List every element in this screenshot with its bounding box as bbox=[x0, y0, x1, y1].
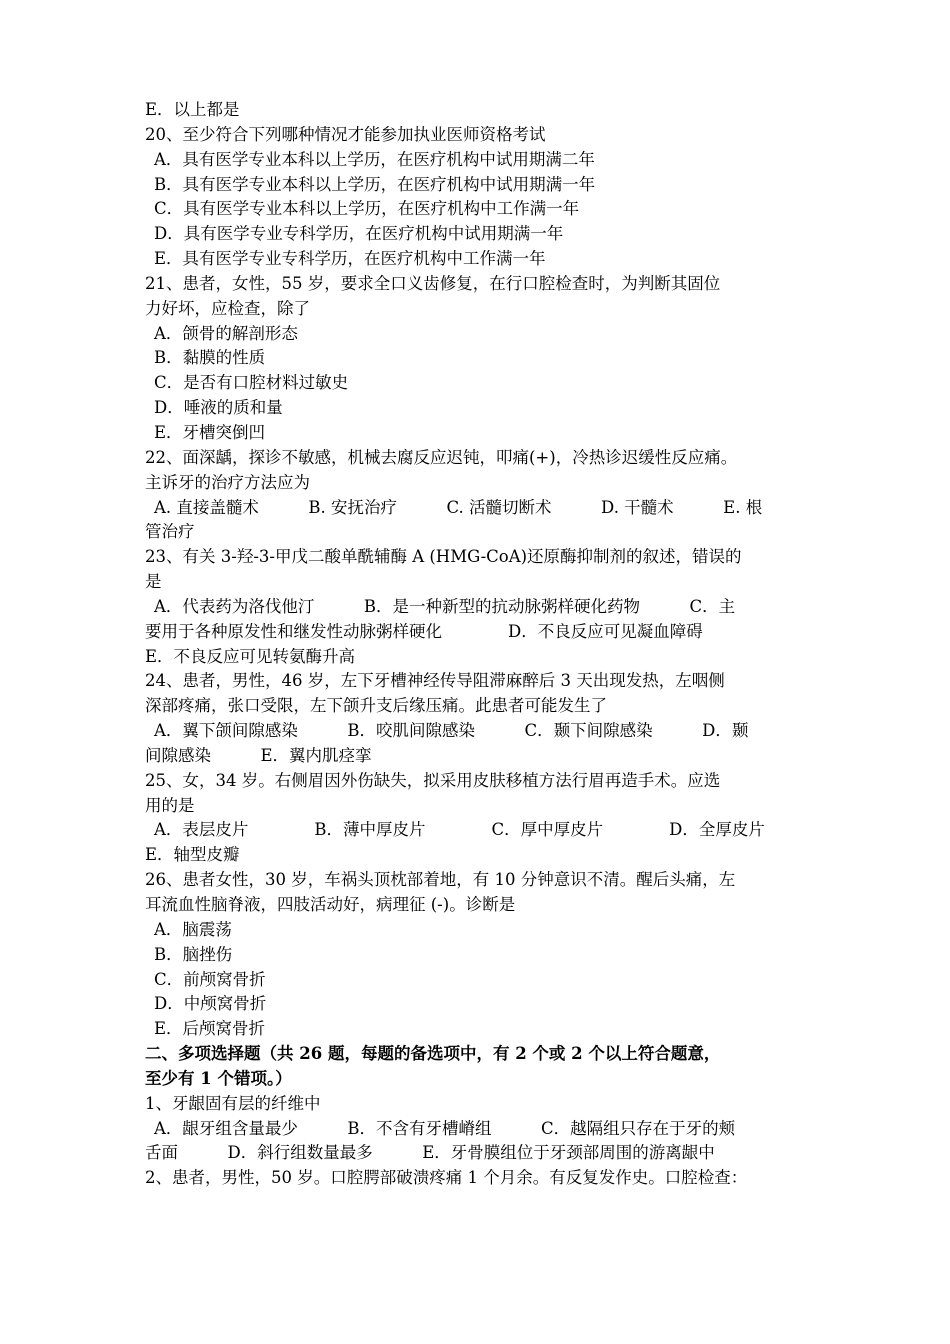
text-line: 舌面 D．斜行组数量最多 E．牙骨膜组位于牙颈部周围的游离龈中 bbox=[145, 1143, 715, 1163]
text-line: 耳流血性脑脊液，四肢活动好，病理征 (-)。诊断是 bbox=[145, 895, 516, 914]
text-line: A．表层皮片 B．薄中厚皮片 C．厚中厚皮片 D．全厚皮片 bbox=[154, 820, 765, 840]
text-line: E．牙槽突倒凹 bbox=[154, 422, 266, 442]
text-line: A．具有医学专业本科以上学历，在医疗机构中试用期满二年 bbox=[154, 149, 595, 169]
text-line: 21、患者，女性，55 岁，要求全口义齿修复，在行口腔检查时，为判断其固位 bbox=[145, 273, 721, 293]
text-line: 23、有关 3-羟-3-甲戊二酸单酰辅酶 A (HMG-CoA)还原酶抑制剂的叙述，错误的 bbox=[145, 547, 742, 567]
text-line: 深部疼痛，张口受限，左下颌升支后缘压痛。此患者可能发生了 bbox=[145, 696, 607, 716]
text-line: D．唾液的质和量 bbox=[154, 398, 283, 418]
text-line: C．具有医学专业本科以上学历，在医疗机构中工作满一年 bbox=[154, 199, 580, 219]
text-line: 24、患者，男性，46 岁，左下牙槽神经传导阻滞麻醉后 3 天出现发热，左咽侧 bbox=[145, 671, 725, 691]
text-line: E．具有医学专业专科学历，在医疗机构中工作满一年 bbox=[154, 249, 546, 269]
text-line: D．中颅窝骨折 bbox=[154, 994, 267, 1014]
text-line: E．后颅窝骨折 bbox=[154, 1019, 266, 1039]
text-line: 是 bbox=[145, 572, 162, 592]
section-heading-line: 二、多项选择题（共 26 题，每题的备选项中，有 2 个或 2 个以上符合题意， bbox=[145, 1044, 721, 1064]
text-line: A．脑震荡 bbox=[154, 919, 232, 939]
text-line: C．前颅窝骨折 bbox=[154, 969, 266, 989]
text-line: 20、至少符合下列哪种情况才能参加执业医师资格考试 bbox=[145, 124, 546, 144]
text-line: A. 直接盖髓术 B. 安抚治疗 C. 活髓切断术 D. 干髓术 E. 根 bbox=[154, 497, 763, 517]
text-line: 26、患者女性，30 岁，车祸头顶枕部着地，有 10 分钟意识不清。醒后头痛，左 bbox=[145, 870, 736, 890]
text-line: E．轴型皮瓣 bbox=[145, 845, 240, 865]
document-page bbox=[145, 98, 813, 1191]
text-line: E．不良反应可见转氨酶升高 bbox=[145, 646, 356, 666]
text-line: 25、女，34 岁。右侧眉因外伤缺失，拟采用皮肤移植方法行眉再造手术。应选 bbox=[145, 770, 721, 790]
text-line: C．是否有口腔材料过敏史 bbox=[154, 373, 349, 393]
text-line: 间隙感染 E．翼内肌痉挛 bbox=[145, 745, 372, 765]
section-heading-line: 至少有 1 个错项。） bbox=[145, 1068, 292, 1088]
text-line: B．黏膜的性质 bbox=[154, 348, 266, 368]
text-line: 22、面深龋，探诊不敏感，机械去腐反应迟钝，叩痛(+)，冷热诊迟缓性反应痛。 bbox=[145, 447, 738, 467]
text-line: 用的是 bbox=[145, 795, 195, 815]
text-line: B．具有医学专业本科以上学历，在医疗机构中试用期满一年 bbox=[154, 174, 596, 194]
text-line: 主诉牙的治疗方法应为 bbox=[145, 472, 310, 492]
text-line: E．以上都是 bbox=[145, 100, 240, 119]
text-line: A．龈牙组含量最少 B．不含有牙槽嵴组 C．越隔组只存在于牙的颊 bbox=[154, 1118, 736, 1138]
text-line: 管治疗 bbox=[145, 522, 195, 542]
text-line: A．代表药为洛伐他汀 B．是一种新型的抗动脉粥样硬化药物 C．主 bbox=[154, 596, 736, 616]
text-line: 2、患者，男性，50 岁。口腔腭部破溃疼痛 1 个月余。有反复发作史。口腔检查： bbox=[145, 1168, 748, 1188]
text-line: 要用于各种原发性和继发性动脉粥样硬化 D．不良反应可见凝血障碍 bbox=[145, 621, 703, 641]
text-line: D．具有医学专业专科学历，在医疗机构中试用期满一年 bbox=[154, 224, 564, 244]
text-line: B．脑挫伤 bbox=[154, 944, 233, 964]
text-line: A．翼下颌间隙感染 B．咬肌间隙感染 C．颞下间隙感染 D．颞 bbox=[154, 721, 749, 741]
text-line: 力好坏，应检查，除了 bbox=[145, 298, 310, 318]
text-line: 1、牙龈固有层的纤维中 bbox=[145, 1093, 321, 1113]
text-line: A．颌骨的解剖形态 bbox=[154, 323, 298, 343]
